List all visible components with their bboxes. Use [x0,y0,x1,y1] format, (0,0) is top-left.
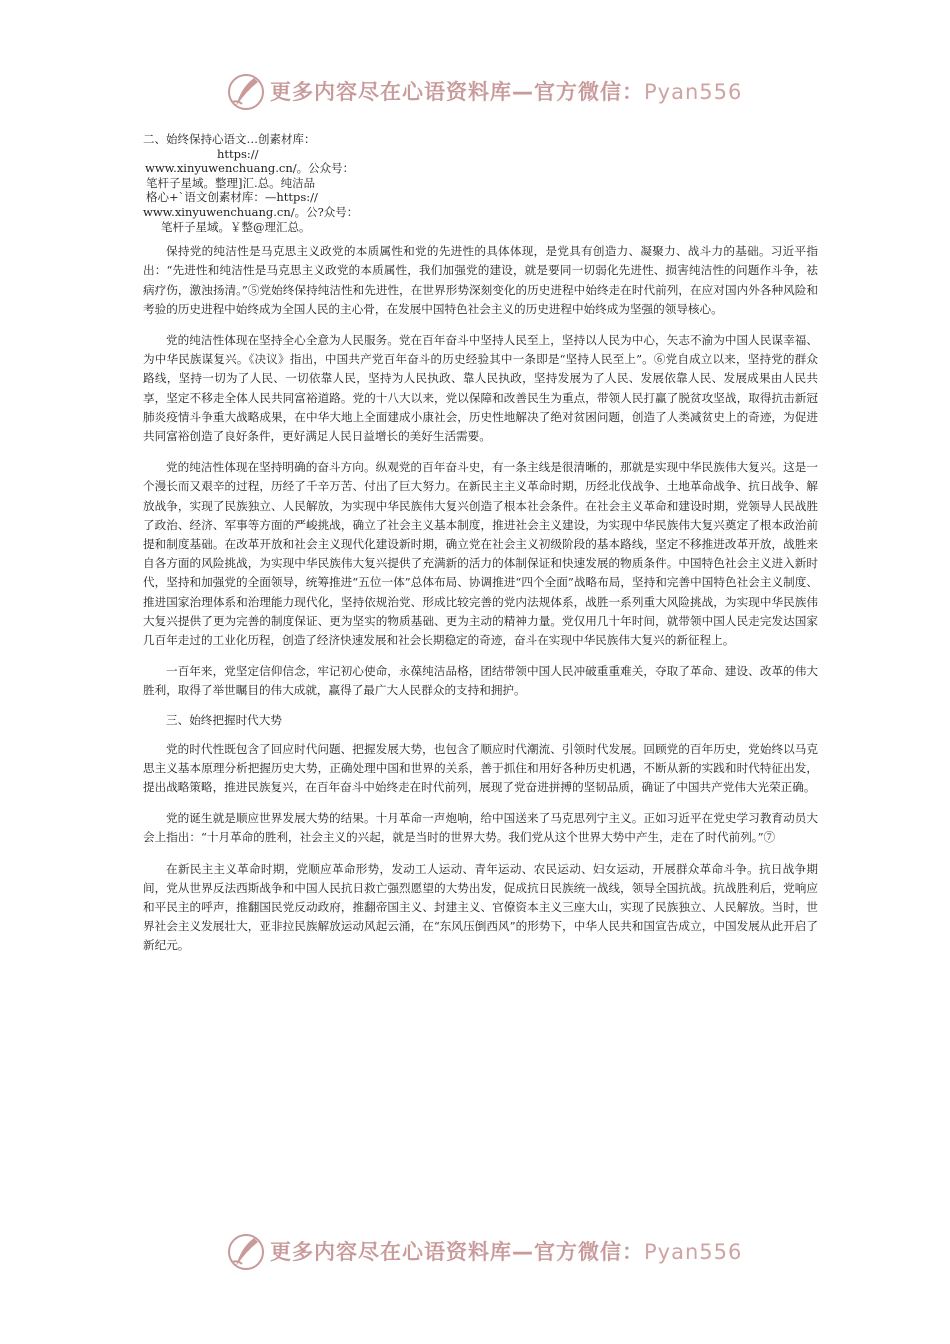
banner-text: 更多内容尽在心语资料库—官方微信：Pyan556 [270,1240,743,1264]
header-line: 笔杆子星域。整理]汇.总。纯洁品 [146,175,316,190]
quill-logo-icon [224,1230,268,1274]
header-line: www.xinyuwenchuang.cn/。公?众号： [143,204,359,219]
document-body [143,132,818,956]
paragraph: 党的时代性既包含了回应时代问题、把握发展大势，也包含了顺应时代潮流、引领时代发展。回顾党的百年历史，党始终以马克思主义基本原理分析把握历史大势，正确处理中国和世界的关系，善于抓住和用好各种历史机遇，不断从新的实践和时代特征出发，提出战略策略，推进民族复兴，在百年奋斗中始终走在时代前列，展现了党奋进拼搏的坚韧品质，确证了中国共产党伟大光荣正确。 [143,741,818,795]
header-line: https:// [217,146,259,161]
wechat-id: Pyan556 [644,80,743,104]
bottom-banner [0,1228,950,1278]
paragraph: 保持党的纯洁性是马克思主义政党的本质属性和党的先进性的具体体现，是党具有创造力、凝聚力、战斗力的基础。习近平指出：“先进性和纯洁性是马克思主义政党的本质属性，我们加强党的建设，就是要同一切弱化先进性、损害纯洁性的问题作斗争，祛病疗伤，激浊扬清。”⑤党始终保持纯洁性和先进性，在世界形势深刻变化的历史进程中始终走在时代前列，在应对国内外各种风险和考验的历史进程中始终成为全国人民的主心骨，在发展中国特色社会主义的历史进程中始终成为坚强的领导核心。 [143,244,818,316]
header-line: www.xinyuwenchuang.cn/。公众号： [145,161,355,176]
section-heading: 三、始终把握时代大势 [166,712,282,727]
paragraph: 党的纯洁性体现在坚持全心全意为人民服务。党在百年奋斗中坚持人民至上，坚持以人民为中心，矢志不渝为中国人民谋幸福、为中华民族谋复兴。《决议》指出，中国共产党百年奋斗的历史经验其中一条即是“坚持人民至上”。⑥党自成立以来，坚持党的群众路线，坚持一切为了人民、一切依靠人民，坚持为人民执政、靠人民执政，坚持发展为了人民、发展依靠人民、发展成果由人民共享，坚定不移走全体人民共同富裕道路。党的十八大以来，党以保障和改善民生为重点，带领人民打赢了脱贫攻坚战，取得抗击新冠肺炎疫情斗争重大战略成果，在中华大地上全面建成小康社会，历史性地解决了绝对贫困问题，创造了人类减贫史上的奇迹，为促进共同富裕创造了良好条件，更好满足人民日益增长的美好生活需要。 [143,332,818,443]
header-line: 二、始终保持心语文…创素材库： [143,132,316,146]
paragraph: 党的诞生就是顺应世界发展大势的结果。十月革命一声炮响，给中国送来了马克思列宁主义。正如习近平在党史学习教育动员大会上指出：“十月革命的胜利，社会主义的兴起，就是当时的世界大势。我们党从这个世界大势中产生，走在了时代前列。”⑦ [143,811,818,845]
top-banner [0,68,950,118]
wechat-id: Pyan556 [644,1240,743,1264]
header-line: 格心+`语文创素材库：—https:// [146,190,318,205]
banner-text: 更多内容尽在心语资料库—官方微信：Pyan556 [270,80,743,104]
paragraph: 一百年来，党坚定信仰信念，牢记初心使命，永葆纯洁品格，团结带领中国人民冲破重重难关，夺取了革命、建设、改革的伟大胜利，取得了举世瞩目的伟大成就，赢得了最广大人民群众的支持和拥护。 [143,664,818,698]
paragraph: 在新民主主义革命时期，党顺应革命形势，发动工人运动、青年运动、农民运动、妇女运动，开展群众革命斗争。抗日战争期间，党从世界反法西斯战争和中国人民抗日救亡强烈愿望的大势出发，促成抗日民族统一战线，领导全国抗战。抗战胜利后，党响应和平民主的呼声，推翻国民党反动政府，推翻帝国主义、封建主义、官僚资本主义三座大山，实现了民族独立、人民解放。当时，世界社会主义发展壮大，亚非拉民族解放运动风起云涌，在“东风压倒西风”的形势下，中华人民共和国宣告成立，中国发展从此开启了新纪元。 [143,861,818,953]
paragraph: 党的纯洁性体现在坚持明确的奋斗方向。纵观党的百年奋斗史，有一条主线是很清晰的，那就是实现中华民族伟大复兴。这是一个漫长而又艰辛的过程，历经了千辛万苦、付出了巨大努力。在新民主主义革命时期，历经北伐战争、土地革命战争、抗日战争、解放战争，实现了民族独立、人民解放，为实现中华民族伟大复兴创造了根本社会条件。在社会主义革命和建设时期，党领导人民战胜了政治、经济、军事等方面的严峻挑战，确立了社会主义基本制度，推进社会主义建设，为实现中华民族伟大复兴奠定了根本政治前提和制度基础。在改革开放和社会主义现代化建设新时期，确立党在社会主义初级阶段的基本路线，坚定不移推进改革开放，战胜来自各方面的风险挑战，为实现中华民族伟大复兴提供了充满新的活力的体制保证和快速发展的物质条件。中国特色社会主义进入新时代，坚持和加强党的全面领导，统筹推进“五位一体”总体布局、协调推进“四个全面”战略布局，坚持和完善中国特色社会主义制度、推进国家治理体系和治理能力现代化，坚持依规治党、形成比较完善的党内法规体系，战胜一系列重大风险挑战，为实现中华民族伟大复兴提供了更为完善的制度保证、更为坚实的物质基础、更为主动的精神力量。党仅用几十年时间，就带领中国人民走完发达国家几百年走过的工业化历程，创造了经济快速发展和社会长期稳定的奇迹，奋斗在实现中华民族伟大复兴的新征程上。 [143,460,818,648]
quill-logo-icon [224,70,268,114]
header-block [143,132,818,234]
header-line: 笔杆子星域。￥整@理汇总。 [161,219,311,234]
